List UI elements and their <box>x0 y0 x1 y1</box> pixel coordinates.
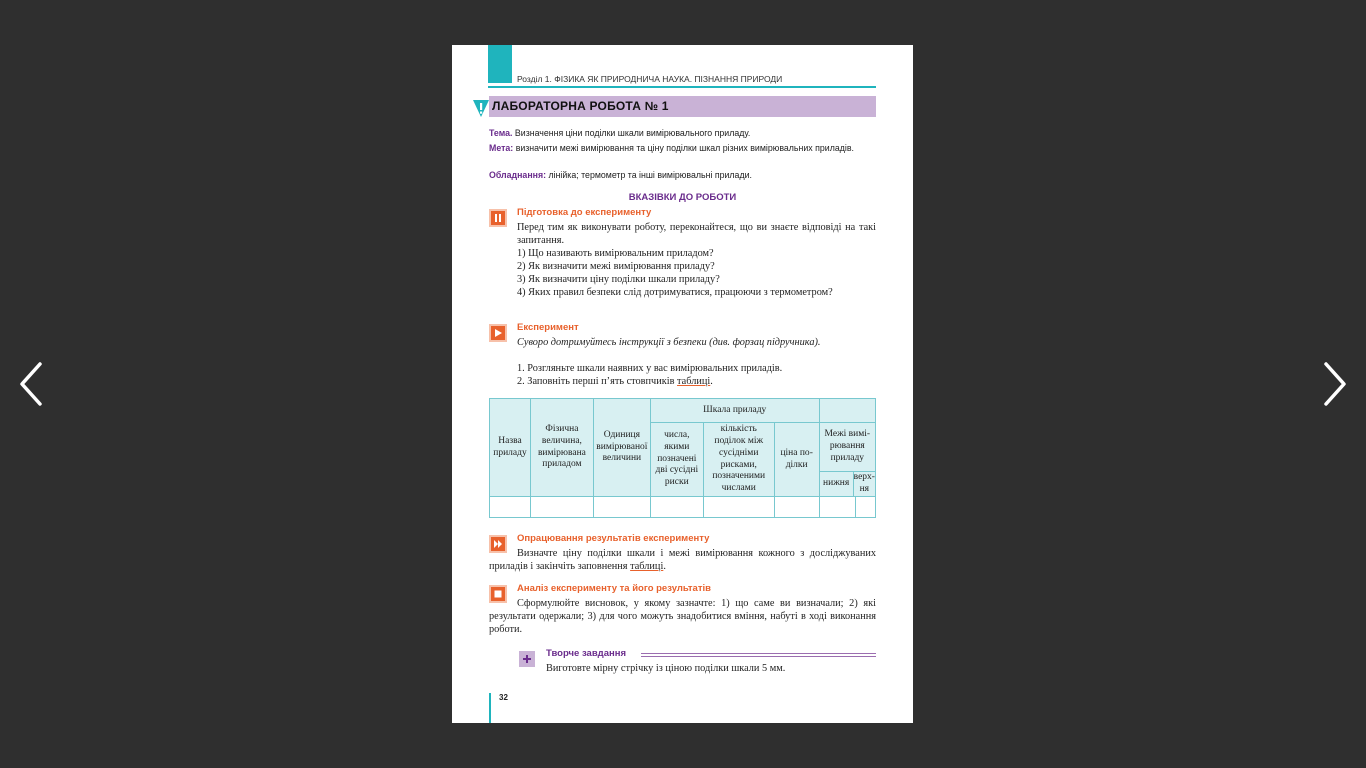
processing-text-end: . <box>663 560 666 572</box>
instructions-heading: ВКАЗІВКИ ДО РОБОТИ <box>628 192 737 203</box>
table-header-limits <box>819 423 875 497</box>
prep-questions <box>517 248 876 300</box>
topic-label: Тема. <box>489 128 513 138</box>
topic-line <box>489 128 876 140</box>
creative-task-text: Виготовте мірну стрічку із ціною поділки шкали 5 мм. <box>546 663 786 674</box>
experiment-step-2-text: 2. Заповніть перші п’ять стовпчиків <box>517 376 678 387</box>
table-cell <box>819 497 855 518</box>
creative-task-rule <box>641 653 876 657</box>
document-page <box>452 45 913 723</box>
next-page-button[interactable] <box>1314 352 1354 416</box>
experiment-safety-note: Суворо дотримуйтесь інструкції з безпеки (див. форзац підручника). <box>517 337 821 348</box>
lab-table <box>489 398 876 518</box>
table-header-limits-group-top <box>819 399 875 423</box>
prep-question-4: 4) Яких правил безпеки слід дотримуватися, працюючи з термометром? <box>517 286 833 298</box>
table-header-scale: Шкала приладу <box>650 399 819 423</box>
lab-title: ЛАБОРАТОРНА РОБОТА № 1 <box>492 99 669 113</box>
table-header-scale-numbers: числа, якими позначені дві сусідні риски <box>650 423 703 497</box>
table-reference-link[interactable]: таблиці <box>677 376 711 387</box>
table-cell <box>774 497 819 518</box>
table-cell <box>530 497 593 518</box>
table-cell <box>703 497 774 518</box>
processing-table-link[interactable]: таблиці <box>630 560 664 572</box>
plus-icon <box>519 651 535 667</box>
table-cell <box>650 497 703 518</box>
goal-text: визначити межі вимірювання та ціну поділки шкал різних вимірювальних приладів. <box>515 143 854 153</box>
experiment-section-title: Експеримент <box>517 322 579 333</box>
page-number-rule <box>489 693 491 723</box>
table-header-scale-price: ціна поділки <box>774 423 819 497</box>
goal-label: Мета: <box>489 143 514 153</box>
equipment-label: Обладнання: <box>489 170 547 180</box>
chevron-right-icon <box>1314 352 1354 416</box>
page-number: 32 <box>499 693 508 702</box>
prep-intro: Перед тим як виконувати роботу, переконайтеся, що ви знаєте відповіді на такі запитання. <box>517 222 876 246</box>
processing-text <box>489 548 876 574</box>
prep-question-3: 3) Як визначити ціну поділки шкали приладу? <box>517 273 720 285</box>
analysis-text: Сформулюйте висновок, у якому зазначте: 1) що саме ви визначали; 2) які результати одержали; 3) для чого можуть знадобитися вміння, набуті в ході виконання роботи. <box>489 598 876 635</box>
play-square-icon <box>489 324 507 342</box>
analysis-section-title: Аналіз експерименту та його результатів <box>517 583 711 594</box>
table-header-quantity: Фізична величина, вимірювана приладом <box>530 399 593 497</box>
table-cell <box>490 497 531 518</box>
previous-page-button[interactable] <box>12 352 52 416</box>
processing-section-title: Опрацювання результатів експерименту <box>517 533 710 544</box>
table-header-limits-title: Межі вимірювання приладу <box>824 429 871 463</box>
topic-text: Визначення ціни поділки шкали вимірювального приладу. <box>514 128 751 138</box>
experiment-step-2-end: . <box>710 376 713 387</box>
exclamation-triangle-icon <box>472 98 490 118</box>
pause-square-icon <box>489 209 507 227</box>
table-cell <box>855 497 875 518</box>
table-header-scale-count: кількість поділок між сусідніми рисками, позначеними числами <box>703 423 774 497</box>
equipment-line <box>489 170 876 182</box>
experiment-step-2 <box>517 376 876 389</box>
table-cell <box>593 497 650 518</box>
prep-question-1: 1) Що називають вимірювальним приладом? <box>517 248 714 259</box>
table-header-unit: Одиниця вимірюваної величини <box>593 399 650 497</box>
table-header-limit-low: нижня <box>820 472 854 496</box>
prep-question-2: 2) Як визначити межі вимірювання приладу? <box>517 260 715 272</box>
table-header-name: Назва приладу <box>490 399 531 497</box>
chapter-tab-marker <box>488 45 512 83</box>
goal-line <box>489 143 876 155</box>
header-rule <box>488 86 876 88</box>
chevron-left-icon <box>12 352 52 416</box>
running-head: Розділ 1. ФІЗИКА ЯК ПРИРОДНИЧА НАУКА. ПІЗНАННЯ ПРИРОДИ <box>517 74 783 84</box>
prep-section-title: Підготовка до експерименту <box>517 207 652 218</box>
creative-task-title: Творче завдання <box>546 648 627 659</box>
table-row <box>490 497 876 518</box>
table-header-limit-high: верхня <box>853 472 875 494</box>
processing-text-body: Визначте ціну поділки шкали і межі вимірювання кожного з досліджуваних приладів і закінчіть заповнення <box>489 548 876 572</box>
experiment-step-1: 1. Розгляньте шкали наявних у вас вимірювальних приладів. <box>517 363 783 374</box>
equipment-text: лінійка; термометр та інші вимірювальні прилади. <box>548 170 752 180</box>
